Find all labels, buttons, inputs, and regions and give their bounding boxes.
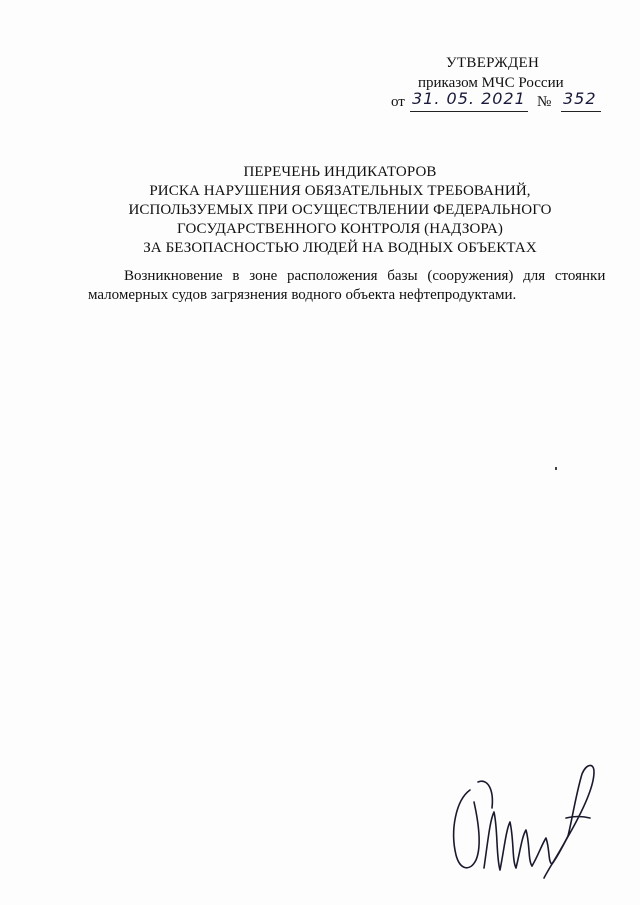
- title-line: ПЕРЕЧЕНЬ ИНДИКАТОРОВ: [243, 164, 437, 180]
- handwritten-number: 352: [563, 89, 597, 108]
- scan-speck: [555, 467, 557, 470]
- document-title: [60, 163, 620, 258]
- body-paragraph: [88, 267, 606, 305]
- approval-title: УТВЕРЖДЕН: [446, 55, 540, 71]
- title-line: ГОСУДАРСТВЕННОГО КОНТРОЛЯ (НАДЗОРА): [177, 221, 503, 237]
- approval-order-line: приказом МЧС России: [418, 75, 564, 91]
- body-line: Возникновение в зоне расположения базы (сооружения) для стоянки: [124, 268, 606, 284]
- title-line: ЗА БЕЗОПАСНОСТЬЮ ЛЮДЕЙ НА ВОДНЫХ ОБЪЕКТАХ: [143, 240, 537, 256]
- approval-date-number-line: [391, 89, 601, 113]
- date-prefix: от: [391, 94, 405, 110]
- number-field: [561, 89, 601, 112]
- title-line: РИСКА НАРУШЕНИЯ ОБЯЗАТЕЛЬНЫХ ТРЕБОВАНИЙ,: [149, 183, 531, 199]
- signature: [448, 760, 618, 885]
- date-field: [410, 89, 528, 112]
- body-line: маломерных судов загрязнения водного объекта нефтепродуктами.: [88, 287, 517, 303]
- number-prefix: №: [537, 94, 552, 110]
- handwritten-date: 31. 05. 2021: [412, 89, 526, 108]
- title-line: ИСПОЛЬЗУЕМЫХ ПРИ ОСУЩЕСТВЛЕНИИ ФЕДЕРАЛЬНОГО: [128, 202, 552, 218]
